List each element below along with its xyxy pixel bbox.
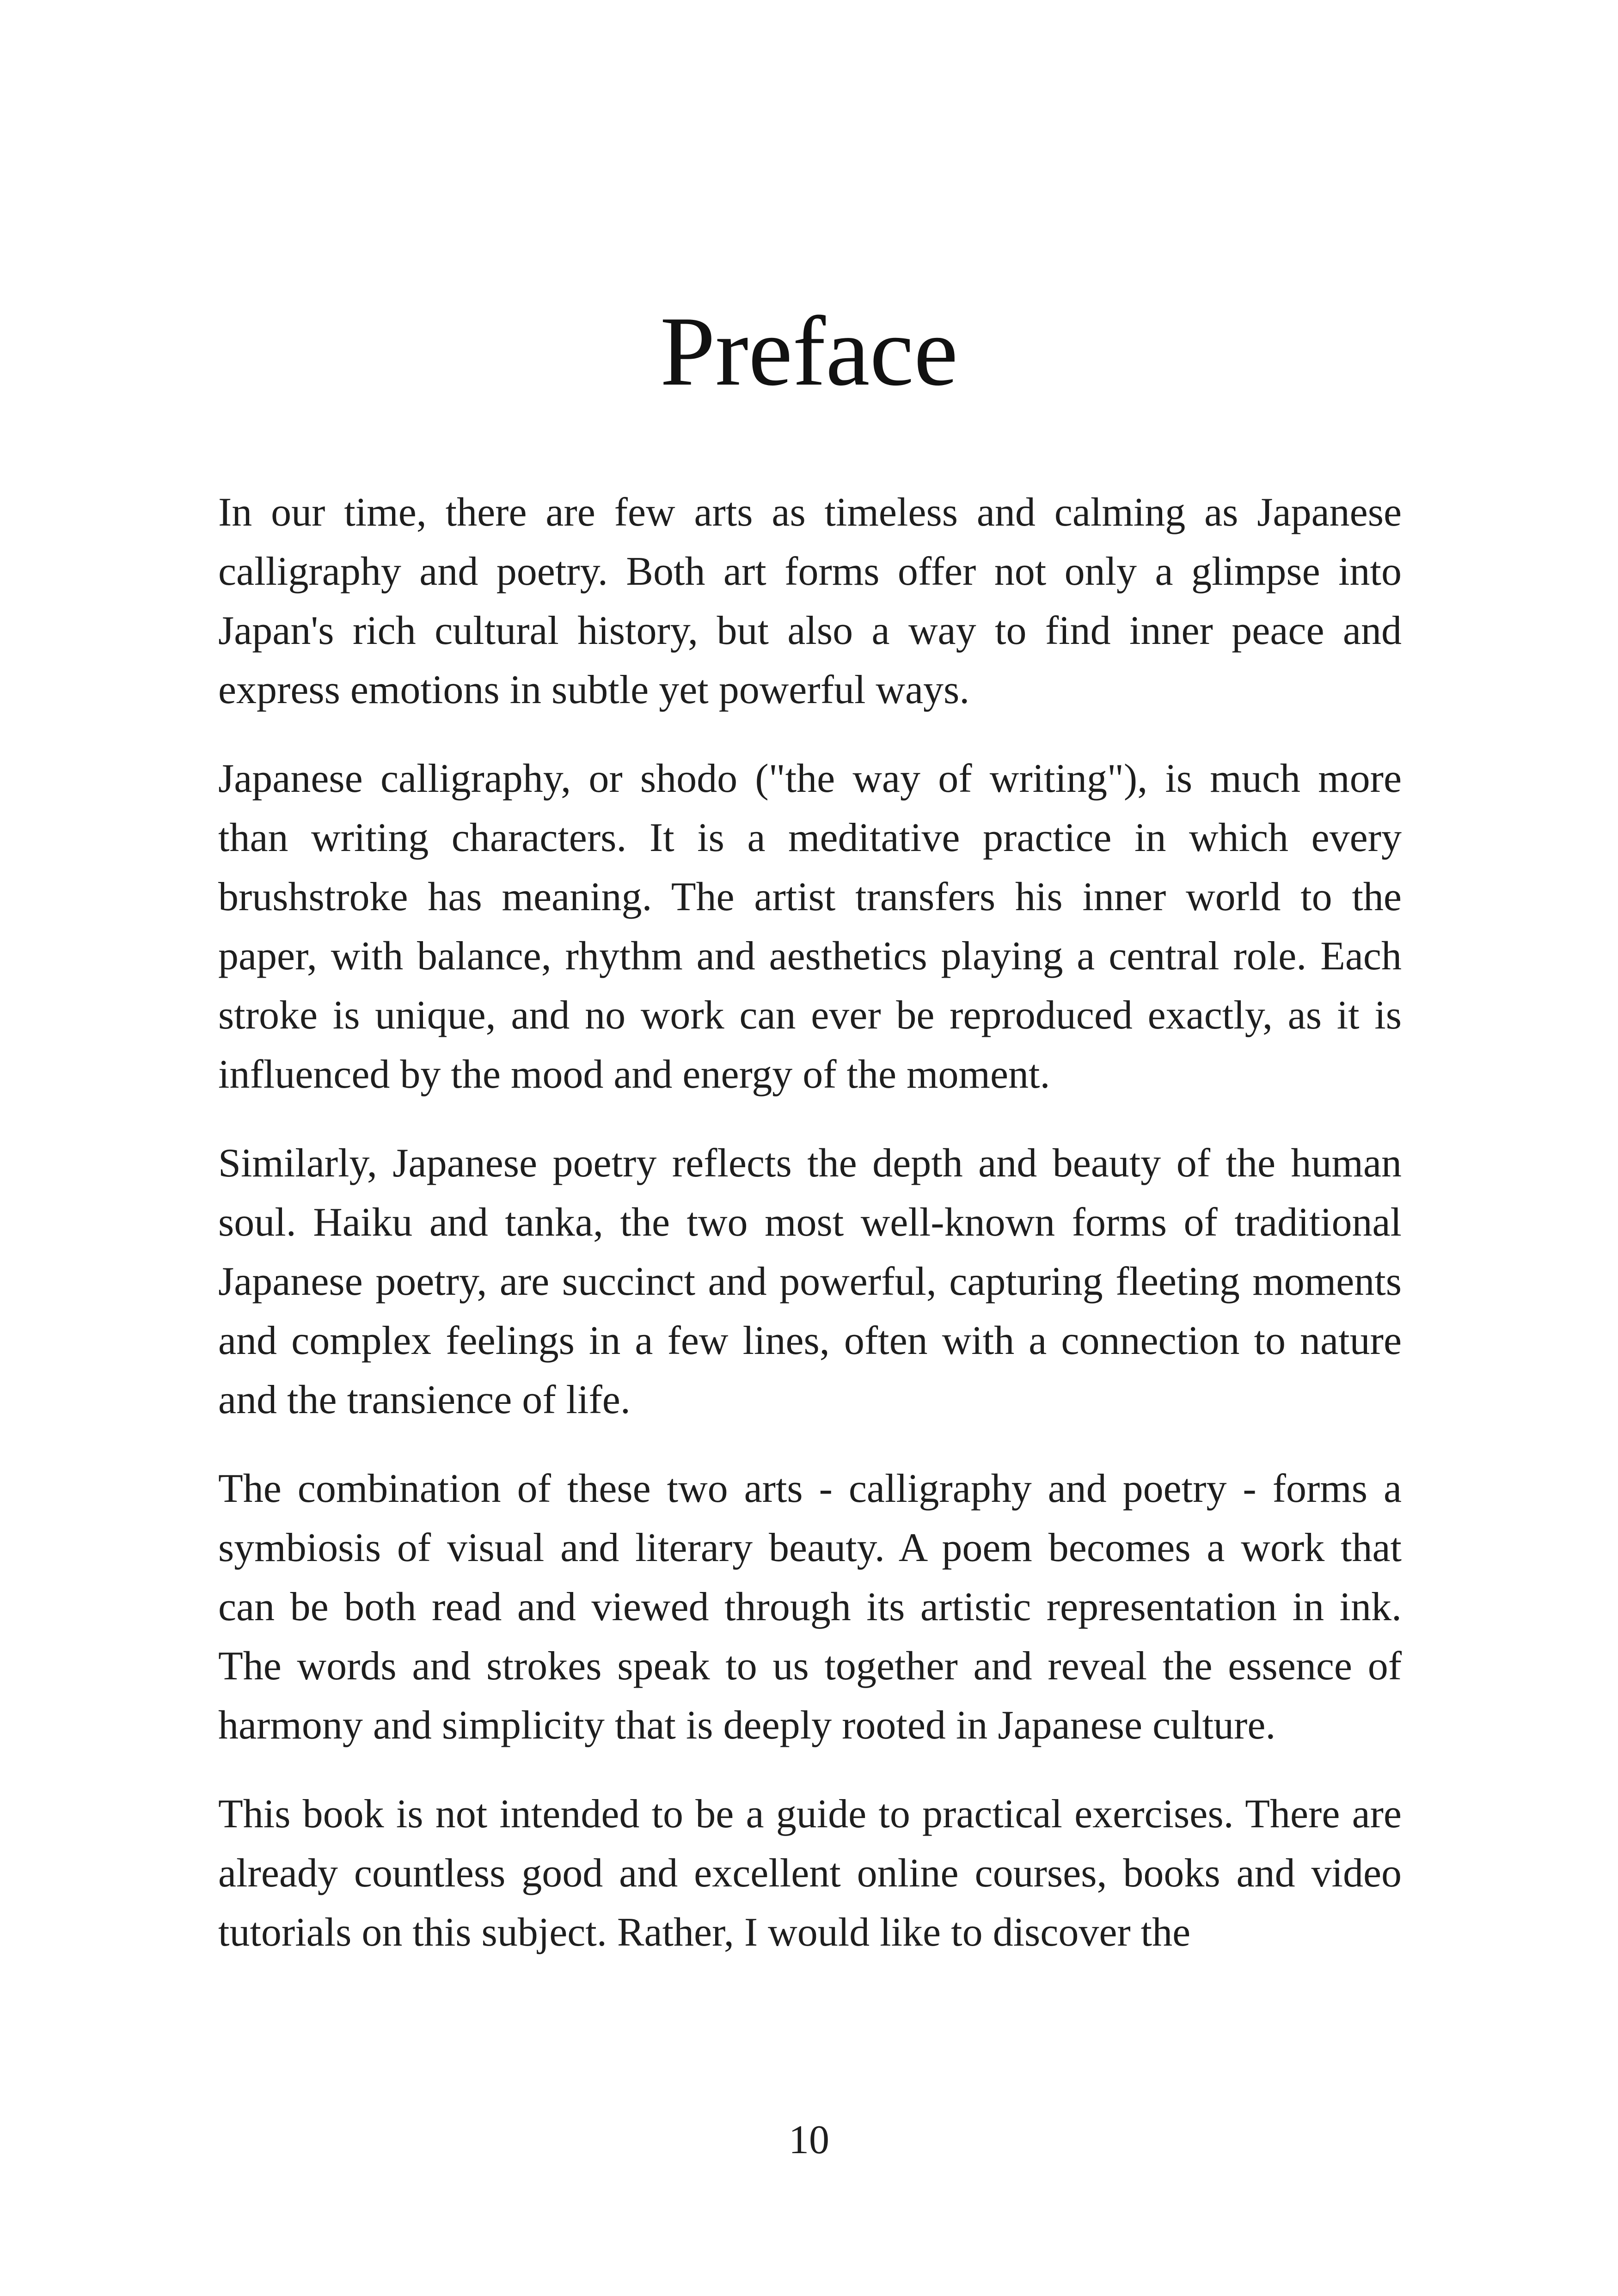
paragraph-5: This book is not intended to be a guide to practical exercises. There are already countless good and excellent online courses, books and video tutorials on this subject. Rather, I would like to discover the bbox=[218, 1792, 1402, 1955]
chapter-title: Preface bbox=[660, 296, 958, 406]
page-number: 10 bbox=[789, 2118, 829, 2162]
paragraph-2: Japanese calligraphy, or shodo ("the way of writing"), is much more than writing characters. It is a meditative practice in which every brushstroke has meaning. The artist transfers his inner world to the paper, with balance, rhythm and aesthetics playing a central role. Each stroke is unique, and no work can ever be reproduced exactly, as it is influenced by the mood and energy of the moment. bbox=[218, 756, 1402, 1097]
body-text bbox=[218, 483, 1402, 1992]
paragraph-4: The combination of these two arts - calligraphy and poetry - forms a symbiosis of visual and literary beauty. A poem becomes a work that can be both read and viewed through its artistic representation in ink. The words and strokes speak to us together and reveal the essence of harmony and simplicity that is deeply rooted in Japanese culture. bbox=[218, 1466, 1402, 1748]
paragraph-3: Similarly, Japanese poetry reflects the depth and beauty of the human soul. Haiku and tanka, the two most well-known forms of traditional Japanese poetry, are succinct and powerful, capturing fleeting moments and complex feelings in a few lines, often with a connection to nature and the transience of life. bbox=[218, 1141, 1402, 1422]
paragraph-1: In our time, there are few arts as timeless and calming as Japanese calligraphy and poetry. Both art forms offer not only a glimpse into Japan's rich cultural history, but also a way to find inner peace and express emotions in subtle yet powerful ways. bbox=[218, 490, 1402, 712]
